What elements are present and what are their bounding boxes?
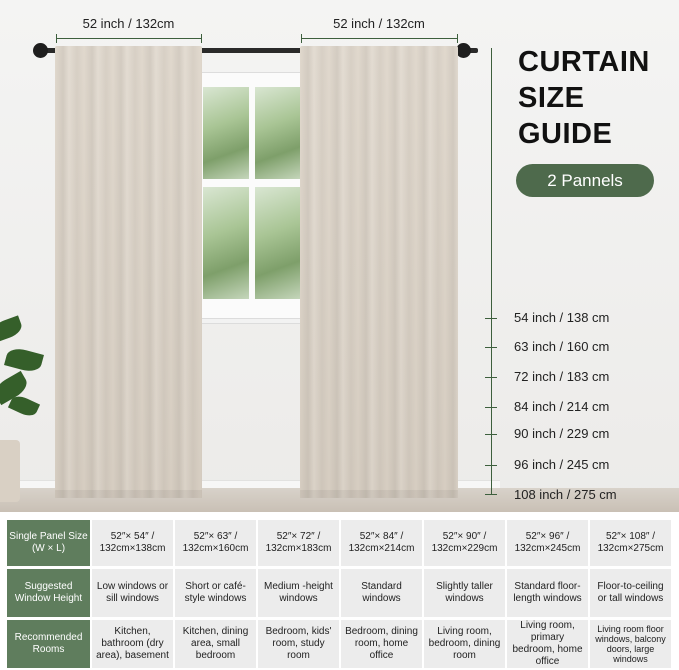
length-label: 108 inch / 275 cm bbox=[514, 487, 617, 502]
table-cell-size: 52″× 90″ / 132cm×229cm bbox=[424, 520, 505, 566]
plant-leaf bbox=[0, 315, 24, 342]
length-tick bbox=[485, 377, 497, 378]
table-cell-size: 52″× 72″ / 132cm×183cm bbox=[258, 520, 339, 566]
length-tick bbox=[485, 318, 497, 319]
curtain-panel-right bbox=[300, 46, 458, 498]
window bbox=[196, 72, 306, 320]
title-line: SIZE bbox=[518, 82, 585, 114]
row-header-size: Single Panel Size (W × L) bbox=[7, 520, 90, 566]
table-cell-size: 52″× 96″ / 132cm×245cm bbox=[507, 520, 588, 566]
size-table bbox=[7, 520, 673, 668]
table-cell-size: 52″× 63″ / 132cm×160cm bbox=[175, 520, 256, 566]
plant-leaf bbox=[8, 393, 40, 419]
table-cell-height: Standard windows bbox=[341, 569, 422, 617]
length-label: 72 inch / 183 cm bbox=[514, 369, 610, 384]
title-line: CURTAIN bbox=[518, 46, 650, 78]
rod-finial-left bbox=[33, 43, 48, 58]
table-cell-rooms: Bedroom, dining room, home office bbox=[341, 620, 422, 668]
plant-pot bbox=[0, 440, 20, 502]
width-tick bbox=[301, 34, 302, 43]
table-cell-rooms: Kitchen, bathroom (dry area), basement bbox=[92, 620, 173, 668]
length-label: 84 inch / 214 cm bbox=[514, 399, 610, 414]
table-cell-rooms: Kitchen, dining area, small bedroom bbox=[175, 620, 256, 668]
width-line-left bbox=[56, 38, 201, 39]
table-row-height bbox=[7, 569, 673, 617]
width-label-right: 52 inch / 132cm bbox=[333, 16, 425, 31]
window-sill bbox=[190, 318, 312, 324]
table-cell-size: 52″× 108″ / 132cm×275cm bbox=[590, 520, 671, 566]
table-cell-height: Slightly taller windows bbox=[424, 569, 505, 617]
table-cell-height: Medium -height windows bbox=[258, 569, 339, 617]
length-label: 90 inch / 229 cm bbox=[514, 426, 610, 441]
rod-finial-right bbox=[456, 43, 471, 58]
table-cell-size: 52″× 54″ / 132cm×138cm bbox=[92, 520, 173, 566]
length-tick bbox=[485, 494, 497, 495]
table-cell-height: Standard floor-length windows bbox=[507, 569, 588, 617]
curtain-panel-left bbox=[55, 46, 202, 498]
table-cell-rooms: Living room, bedroom, dining room bbox=[424, 620, 505, 668]
length-tick bbox=[485, 434, 497, 435]
width-tick bbox=[201, 34, 202, 43]
panel-count-badge: 2 Pannels bbox=[516, 164, 654, 197]
table-cell-size: 52″× 84″ / 132cm×214cm bbox=[341, 520, 422, 566]
length-tick bbox=[485, 407, 497, 408]
page-title bbox=[518, 44, 650, 152]
length-label: 96 inch / 245 cm bbox=[514, 457, 610, 472]
width-tick bbox=[56, 34, 57, 43]
row-header-rooms: Recommended Rooms bbox=[7, 620, 90, 668]
width-line-right bbox=[301, 38, 457, 39]
length-scale-line bbox=[491, 48, 492, 495]
title-line: GUIDE bbox=[518, 118, 613, 150]
table-row-size bbox=[7, 520, 673, 566]
plant-leaf bbox=[4, 346, 44, 375]
table-cell-height: Low windows or sill windows bbox=[92, 569, 173, 617]
table-cell-rooms: Living room, primary bedroom, home office bbox=[507, 620, 588, 668]
length-tick bbox=[485, 347, 497, 348]
table-row-rooms bbox=[7, 620, 673, 668]
width-label-left: 52 inch / 132cm bbox=[82, 16, 175, 31]
table-cell-rooms: Living room floor windows, balcony doors, large windows bbox=[590, 620, 671, 668]
table-cell-height: Floor-to-ceiling or tall windows bbox=[590, 569, 671, 617]
width-tick bbox=[457, 34, 458, 43]
length-label: 54 inch / 138 cm bbox=[514, 310, 610, 325]
table-cell-rooms: Bedroom, kids' room, study room bbox=[258, 620, 339, 668]
length-label: 63 inch / 160 cm bbox=[514, 339, 610, 354]
table-cell-height: Short or café-style windows bbox=[175, 569, 256, 617]
length-tick bbox=[485, 465, 497, 466]
row-header-height: Suggested Window Height bbox=[7, 569, 90, 617]
